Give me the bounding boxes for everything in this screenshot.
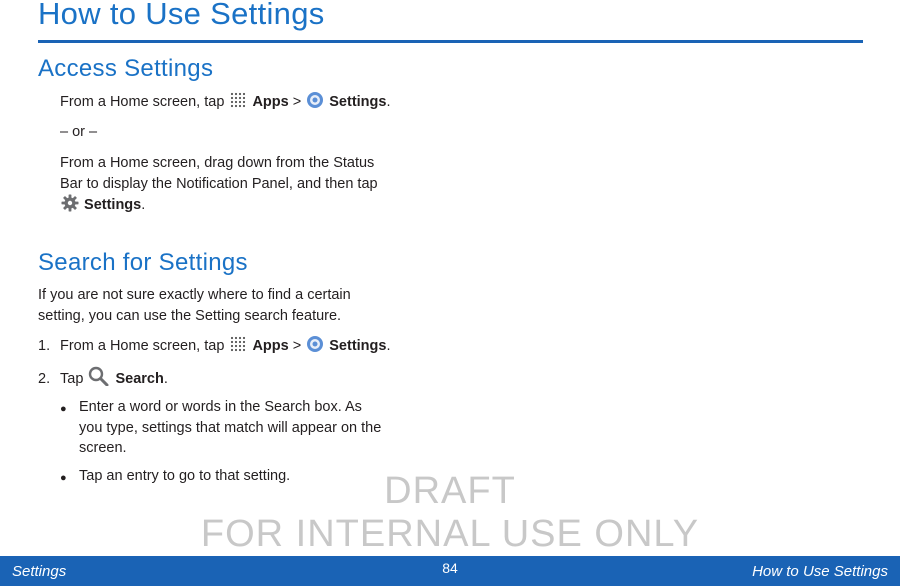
page-title: How to Use Settings [38,0,325,31]
settings-label-2: Settings [84,197,142,213]
step-1-number: 1. [38,338,51,354]
search-icon [88,366,110,393]
title-divider [38,40,863,43]
settings-label: Settings [329,94,387,110]
search-intro-line-a: If you are not sure exactly where to find a certain [38,287,351,303]
internal-use-watermark: FOR INTERNAL USE ONLY [200,513,700,555]
access-line2b: Bar to display the Notification Panel, and then tap [60,175,378,192]
search-bullet-1 [79,397,381,459]
access-line2a: From a Home screen, drag down from the Status [60,155,375,171]
access-settings-heading: Access Settings [38,55,214,82]
bullet-1-line-b: you type, settings that match will appear on the [79,419,382,436]
search-step-1: 1. From a Home screen, tap Apps > Settings. [38,335,391,360]
page-number: 84 [442,560,458,576]
access-line1-text: From a Home screen, tap [60,94,229,110]
draft-watermark: DRAFT [384,470,516,512]
access-step-apps: From a Home screen, tap Apps > Settings. [60,91,391,116]
step-2-number: 2. [38,371,51,387]
footer-section-label: Settings [12,563,67,580]
bullet-dot: ● [60,403,67,415]
or-separator: – or – [60,124,98,140]
settings-label: Settings [329,338,387,354]
gear-icon [61,194,79,219]
search-bullet-2: Tap an entry to go to that setting. [79,468,291,484]
search-intro [38,285,351,326]
search-step-2: 2. Tap Search. [38,366,168,393]
search-settings-heading: Search for Settings [38,249,248,276]
bullet-dot: ● [60,472,67,484]
apps-label: Apps [252,338,289,354]
bullet-1-line-c: screen. [79,440,127,456]
access-step-notification: From a Home screen, drag down from the Status Bar to display the Notification Panel, and then tap Settings. [60,153,378,219]
search-intro-line-b: setting, you can use the Setting search feature. [38,307,342,324]
bullet-1-line-a: Enter a word or words in the Search box. As [79,399,362,415]
search-label: Search [115,371,164,387]
apps-grid-icon [229,335,247,360]
settings-gear-icon [306,91,324,116]
apps-label: Apps [252,94,289,110]
apps-grid-icon [229,91,247,116]
footer-chapter-label: How to Use Settings [752,563,888,580]
settings-gear-icon [306,335,324,360]
page-footer [0,556,900,586]
